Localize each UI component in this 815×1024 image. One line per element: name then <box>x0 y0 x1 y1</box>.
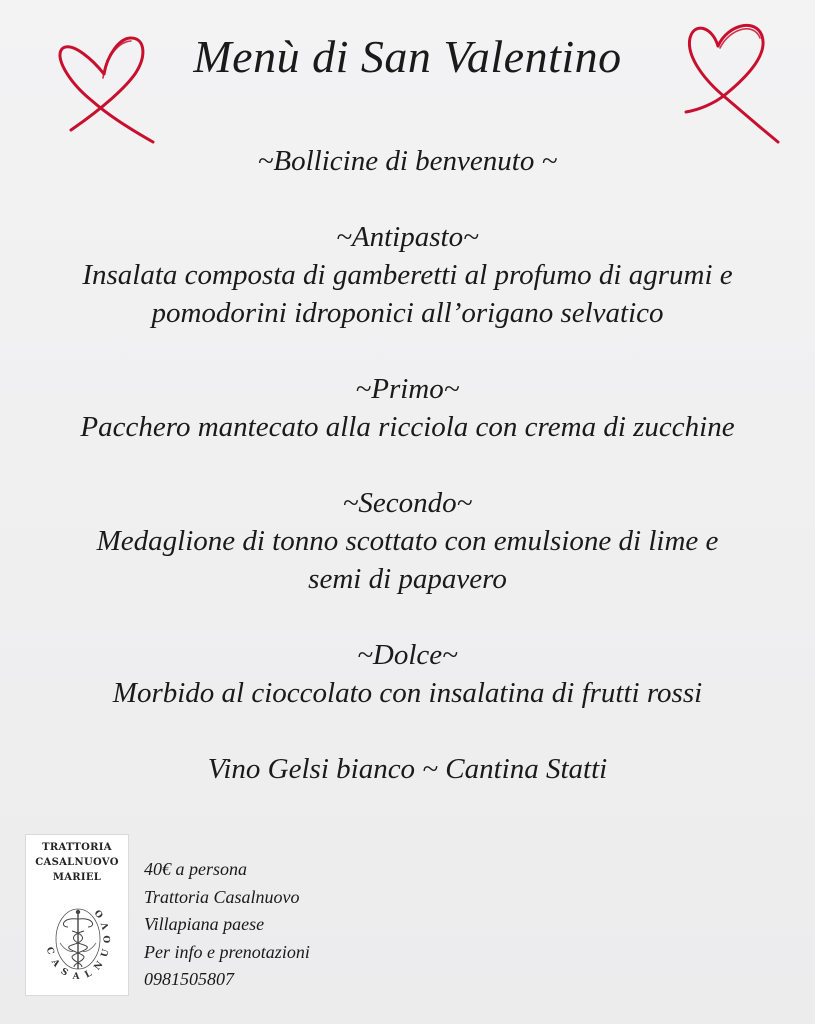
logo-line-1: TRATTORIA <box>42 842 112 853</box>
antipasto-dish-line-1: Insalata composta di gamberetti al profumo di agrumi e <box>82 259 733 291</box>
antipasto-heading: ~Antipasto~ <box>336 221 479 253</box>
logo-line-3: MARIEL <box>52 872 102 883</box>
restaurant-name: Trattoria Casalnuovo <box>144 886 300 907</box>
contact-info <box>144 856 310 994</box>
secondo-dish-line-2: semi di papavero <box>308 563 507 595</box>
location: Villapiana paese <box>144 914 265 934</box>
price: 40€ a persona <box>144 859 247 879</box>
antipasto-dish-line-2: pomodorini idroponici all’origano selvatico <box>151 297 664 329</box>
logo-text <box>26 840 128 885</box>
primo-dish: Pacchero mantecato alla ricciola con crema di zucchine <box>80 411 735 443</box>
menu-title: Menù di San Valentino <box>193 31 622 82</box>
dolce-heading: ~Dolce~ <box>357 639 458 671</box>
caduceus-seal-icon <box>34 887 122 991</box>
contact-label: Per info e prenotazioni <box>144 941 310 962</box>
phone-number: 0981505807 <box>144 969 234 989</box>
menu-body <box>0 142 815 788</box>
trattoria-logo <box>25 834 129 996</box>
primo-heading: ~Primo~ <box>355 373 460 405</box>
dolce-dish: Morbido al cioccolato con insalatina di frutti rossi <box>112 677 703 709</box>
welcome-drink: ~Bollicine di benvenuto ~ <box>257 145 558 177</box>
secondo-dish-line-1: Medaglione di tonno scottato con emulsione di lime e <box>96 525 719 557</box>
logo-line-2: CASALNUOVO <box>35 857 119 868</box>
secondo-heading: ~Secondo~ <box>342 487 473 519</box>
seal-text: C A S A L N U O V O <box>43 905 114 983</box>
wine: Vino Gelsi bianco ~ Cantina Statti <box>207 753 608 785</box>
